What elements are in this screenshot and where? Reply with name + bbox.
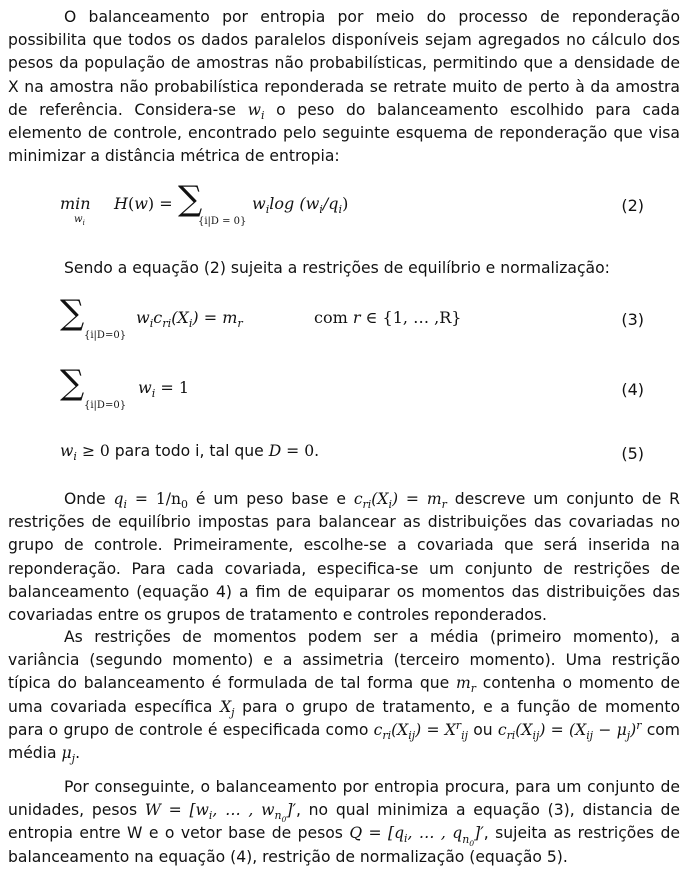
equation-5: $w_i \ge 0$ para todo i, tal que D = 0. (5) — [60, 442, 644, 464]
paragraph-intro: O balanceamento por entropia por meio do processo de reponderação possibilita que todos os dados paralelos disponíveis sejam agregados no cálculo dos pesos da população de amostras não probabilísticas, permitindo que a densidade de X na amostra não probabilística reponderada se retrate muito de perto à da amostra de referência. Considera-se $w_i$ o peso do balanceamento escolhido para cada elemento de controle, encontrado pelo seguinte esquema de reponderação que visa minimizar a distância métrica de entropia: — [8, 8, 680, 166]
paragraph-constraints: Sendo a equação (2) sujeita a restrições de equilíbrio e normalização: — [64, 259, 610, 277]
equation-3: ∑ {i|D=0} $w_ic_{ri}(X_i) = m_r$ com r ∈ {1, … ,R} (3) — [60, 293, 644, 341]
paragraph-conclusion: Por conseguinte, o balanceamento por entropia procura, para um conjunto de unidades, pesos $W = [w_i$, … , $w_{n_0}]'$, no qual minimiza a equação (3), distancia de entropia entre W e o vetor base de pesos $Q = [q_i$, … , $q_{n_0}]'$, sujeita as restrições de balanceamento na equação (4), restrição de normalização (equação 5). — [8, 778, 680, 866]
paragraph-onde: Onde $q_i = 1/n_0$ é um peso base e $c_{ri}(X_i) = m_r$ descreve um conjunto de R restrições de equilíbrio impostas para balancear as distribuições das covariadas no grupo de controle. Primeiramente, escolhe-se a covariada que será inserida na reponderação. Para cada covariada, especifica-se um conjunto de restrições de balanceamento (equação 4) a fim de equiparar os momentos das distribuições das covariadas entre os grupos de tratamento e controles reponderados. — [8, 490, 681, 625]
equation-2: min $w_i$ H(w) = ∑ {i|D = 0} $w_i\log$ $(w_i/q_i)$ (2) — [60, 179, 644, 227]
paragraph-moments: As restrições de momentos podem ser a média (primeiro momento), a variância (segundo momento) e a assimetria (terceiro momento). Uma restrição típica do balanceamento é formulada de tal forma que $m_r$ contenha o momento de uma covariada específica $X_j$ para o grupo de tratamento, e a função de momento para o grupo de controle é especificada como $c_{ri}(X_{ij}) = X^r_{ij}$ ou $c_{ri}(X_{ij}) = (X_{ij} - \mu_j)^r$ com média $\mu_j$. — [8, 628, 680, 766]
equation-4: ∑ {i|D=0} $w_i = 1$ (4) — [60, 363, 644, 411]
